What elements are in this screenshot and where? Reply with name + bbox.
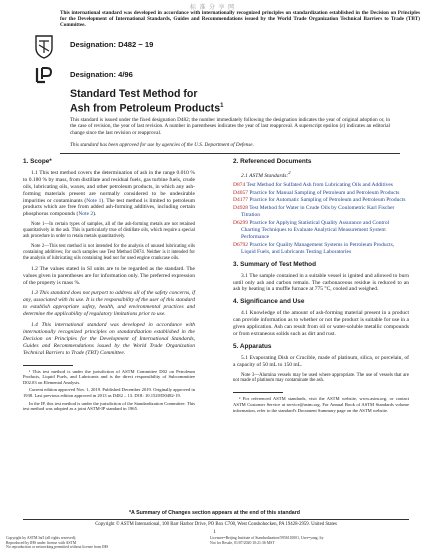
footnote-2: ² For referenced ASTM standards, visit the ASTM website, www.astm.org, or contact ASTM Customer Service at service@astm.org. For Annual Book of ASTM Standards volume information, refer to the standard's Document Summary page on the ASTM website. bbox=[233, 396, 409, 413]
designation-astm: Designation: D482 − 19 bbox=[70, 40, 154, 49]
summary-of-changes-note: *A Summary of Changes section appears at the end of this standard bbox=[128, 510, 301, 516]
license-left: Copyright by ASTM Int'l (all rights reserved); Reproduced by IHS under license with ASTM No reproduction or networking permitted without license from IHS bbox=[6, 536, 109, 550]
left-column bbox=[23, 157, 195, 414]
page-title bbox=[70, 88, 370, 115]
footnote-1-ip: In the IP, this test method is under the jurisdiction of the Standardization Committee. This test method was adopted as a joint ASTM-IP standard in 1965. bbox=[23, 400, 195, 412]
section-scope-heading: 1. Scope* bbox=[23, 158, 52, 165]
title-footnote-ref[interactable]: 1 bbox=[220, 103, 224, 110]
right-column bbox=[233, 157, 409, 415]
astm-standards-label: 2.1 ASTM Standards:$^2$ bbox=[241, 169, 291, 179]
para-3-1: 3.1 The sample contained in a suitable vessel is ignited and allowed to burn until only ash and carbon remain. The carbonaceous residue is reduced to an ash by heating in a muffle furnace at 775 °C, cooled and weighed. bbox=[233, 272, 409, 293]
reference-item bbox=[233, 182, 409, 189]
section-summary-heading: 3. Summary of Test Method bbox=[233, 260, 316, 268]
note-2: Note 2—This test method is not intended for the analysis of unused lubricating oils containing additives; for such samples use Test Method D874. Neither is it intended for the analysis of lubricating oils containing lead nor for used engine crankcase oils. bbox=[23, 243, 195, 261]
note-1-link[interactable]: Note 1 bbox=[86, 197, 102, 204]
footer-divider bbox=[23, 519, 409, 520]
astm-logo-icon bbox=[33, 33, 55, 59]
reference-item bbox=[233, 190, 409, 197]
designation-ip: Designation: 4/96 bbox=[70, 70, 133, 79]
license-right: Licensee=Beijing Institute of Standardization/5956110001, User=yang, liy Not for Resale, 01/07/2020 10:21:36 MST bbox=[210, 536, 324, 545]
issued-statement: This standard is issued under the fixed designation D482; the number immediately following the designation indicates the year of original adoption or, in the case of revision, the year of last revision. A number in parentheses indicates the year of last reapproval. A superscript epsilon (ε) indicates an editorial change since the last revision or reapproval. bbox=[70, 117, 390, 136]
ip-logo-icon bbox=[33, 65, 55, 85]
para-1-4: 1.4 This international standard was developed in accordance with internationally recognized principles on standardization established in the Decision on Principles for the Development of International Standards, Guides and Recommendations issued by the World Trade Organization Technical Barriers to Trade (TBT) Committee. bbox=[23, 322, 195, 356]
reference-title-link[interactable]: Test Method for Sulfated Ash from Lubricating Oils and Additives bbox=[246, 181, 393, 188]
footnote-divider bbox=[23, 365, 73, 366]
reference-title-link[interactable]: Practice for Manual Sampling of Petroleum and Petroleum Products bbox=[249, 189, 400, 196]
note-2-link[interactable]: Note 2 bbox=[78, 211, 94, 218]
reference-code-link[interactable]: D6792 bbox=[233, 241, 248, 248]
reference-code-link[interactable]: D874 bbox=[233, 181, 246, 188]
note-3: Note 3—Alumina vessels may be used where appropriate. The use of vessels that are not made of platinum may contaminate the ash. bbox=[233, 372, 409, 384]
dod-approval: This standard has been approved for use by agencies of the U.S. Department of Defense. bbox=[70, 142, 254, 148]
section-apparatus-heading: 5. Apparatus bbox=[233, 342, 272, 350]
reference-item bbox=[233, 197, 409, 204]
footnote-1: ¹ This test method is under the jurisdiction of ASTM Committee D02 on Petroleum Products, Liquid Fuels, and Lubricants and is the direct responsibility of Subcommittee D02.03 on Elemental Analysis. bbox=[23, 368, 195, 385]
reference-item bbox=[233, 242, 409, 256]
note-1: Note 1—In certain types of samples, all of the ash-forming metals are not retained quantitatively in the ash. This is particularly true of distillate oils, which require a special ash procedure in order to retain metals quantitatively. bbox=[23, 222, 195, 240]
section-significance-heading: 4. Significance and Use bbox=[233, 298, 305, 306]
para-4-1: 4.1 Knowledge of the amount of ash-forming material present in a product can provide information as to whether or not the product is suitable for use in a given application. Ash can result from oil or water-soluble metallic compounds or from extraneous solids such as dirt and rust. bbox=[233, 310, 409, 337]
title-line-2: Ash from Petroleum Products$^1$ bbox=[70, 102, 224, 115]
watermark: 标 准 分 享 网 bbox=[190, 5, 236, 11]
footnote-divider-right bbox=[233, 392, 283, 393]
reference-title-link[interactable]: Practice for Applying Statistical Quality Assurance and Control Charting Techniques to Evaluate Analytical Measurement System Performance bbox=[241, 220, 390, 240]
reference-title-link[interactable]: Practice for Automatic Sampling of Petroleum and Petroleum Products bbox=[249, 197, 406, 204]
para-1-2: 1.2 The values stated in SI units are to be regarded as the standard. The values given in parentheses are for information only. The preferred expression of the property is mass %. bbox=[23, 265, 195, 286]
reference-code-link[interactable]: D4928 bbox=[233, 205, 248, 212]
page-number: 1 bbox=[213, 530, 216, 535]
footnote-2-ref[interactable]: 2 bbox=[288, 169, 291, 175]
para-5-1: 5.1 Evaporating Dish or Crucible, made of platinum, silica, or porcelain, of a capacity of 50 mL to 150 mL. bbox=[233, 354, 409, 368]
copyright-line: Copyright © ASTM International, 100 Barr Harbor Drive, PO Box C700, West Conshohocken, PA 19428-2959. United States bbox=[95, 522, 337, 527]
section-refdocs-heading: 2. Referenced Documents bbox=[233, 158, 312, 165]
reference-title-link[interactable]: Practice for Quality Management Systems in Petroleum Products, Liquid Fuels, and Lubricants Testing Laboratories bbox=[241, 241, 395, 255]
reference-code-link[interactable]: D6299 bbox=[233, 220, 248, 227]
reference-code-link[interactable]: D4177 bbox=[233, 197, 248, 204]
wto-notice: This international standard was developed in accordance with internationally recognized principles on standardization established in the Decision on Principles for the Development of International Standards, Guides and Recommendations issued by the World Trade Organization Technical Barriers to Trade (TBT) Committee. bbox=[60, 10, 420, 29]
reference-item bbox=[233, 220, 409, 241]
reference-title-link[interactable]: Test Method for Water in Crude Oils by Coulometric Karl Fischer Titration bbox=[241, 205, 395, 219]
para-1-1: 1.1 This test method covers the determination of ash in the range 0.010 % to 0.180 % by mass, from distillate and residual fuels, gas turbine fuels, crude oils, lubricating oils, waxes, and other petroleum products, in which any ash-forming materials present are normally considered to be undesirable impurities or contaminants (Note 1). The test method is limited to petroleum products which are free from added ash-forming additives, including certain phosphorus compounds (Note 2). bbox=[23, 169, 196, 218]
reference-list bbox=[233, 182, 409, 256]
reference-code-link[interactable]: D4057 bbox=[233, 189, 248, 196]
title-line-1: Standard Test Method for bbox=[70, 88, 198, 100]
para-1-3: 1.3 This standard does not purport to address all of the safety concerns, if any, associated with its use. It is the responsibility of the user of this standard to establish appropriate safety, health, and environmental practices and determine the applicability of regulatory limitations prior to use. bbox=[23, 290, 195, 318]
header-divider bbox=[60, 153, 400, 154]
footnote-1-edition: Current edition approved Nov. 1, 2019. Published December 2019. Originally approved in 1938. Last previous edition approved in 2013 as D482 – 13. DOI: 10.1520/D0482-19. bbox=[23, 387, 195, 398]
reference-item bbox=[233, 205, 409, 219]
